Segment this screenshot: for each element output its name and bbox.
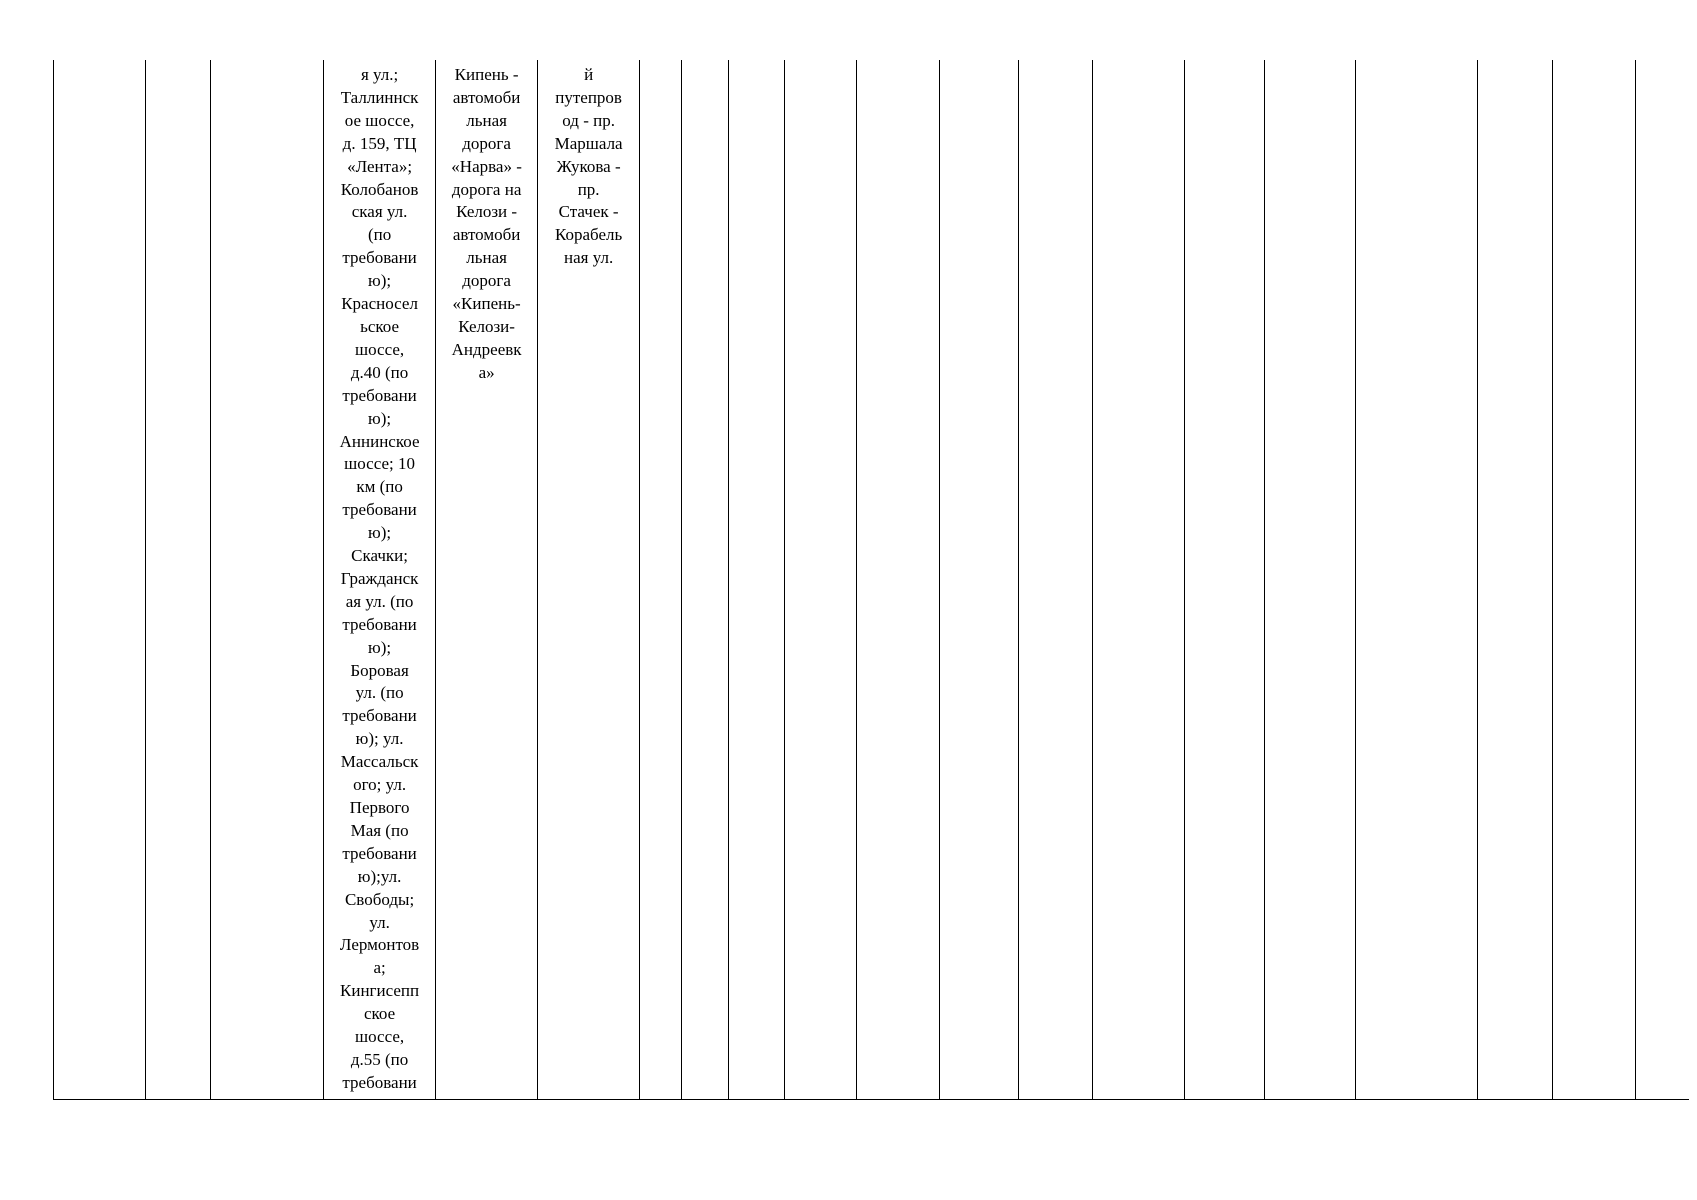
- table-cell: [1636, 60, 1689, 1100]
- table-cell-number: [54, 60, 146, 1100]
- table-cell: [1553, 60, 1636, 1100]
- table-cell: [729, 60, 785, 1100]
- table-cell: [1019, 60, 1093, 1100]
- table-cell-streets-backward: й путепров од - пр. Маршала Жукова - пр. Стачек - Корабель ная ул.: [538, 60, 640, 1100]
- table-cell: [1093, 60, 1185, 1100]
- table-cell-route-number: [146, 60, 211, 1100]
- table-cell: [682, 60, 729, 1100]
- table-cell: [1265, 60, 1356, 1100]
- table-cell: [640, 60, 682, 1100]
- table-cell: [857, 60, 940, 1100]
- table-cell: [940, 60, 1019, 1100]
- table-cell: [1185, 60, 1265, 1100]
- route-table: [53, 60, 1689, 1100]
- table-cell-route-name: [211, 60, 324, 1100]
- table-cell: [1478, 60, 1553, 1100]
- table-cell-streets-forward: Кипень - автомоби льная дорога «Нарва» - дорога на Келози - автомоби льная дорога «Кипень- Келози- Андреевк а»: [436, 60, 538, 1100]
- table-cell: [785, 60, 857, 1100]
- table-cell: [1356, 60, 1478, 1100]
- table-cell-stops: я ул.; Таллиннск ое шоссе, д. 159, ТЦ «Лента»; Колобанов ская ул. (по требовани ю); Красносел ьское шоссе, д.40 (по требовани ю); Аннинское шоссе; 10 км (по требовани ю); Скачки; Гражданск ая ул. (по требовани ю); Боровая ул. (по требовани ю); ул. Массальск ого; ул. Первого Мая (по требовани ю);ул. Свободы; ул. Лермонтов а; Кингисепп ское шоссе, д.55 (по требовани: [324, 60, 436, 1100]
- table-row: [54, 60, 1690, 1100]
